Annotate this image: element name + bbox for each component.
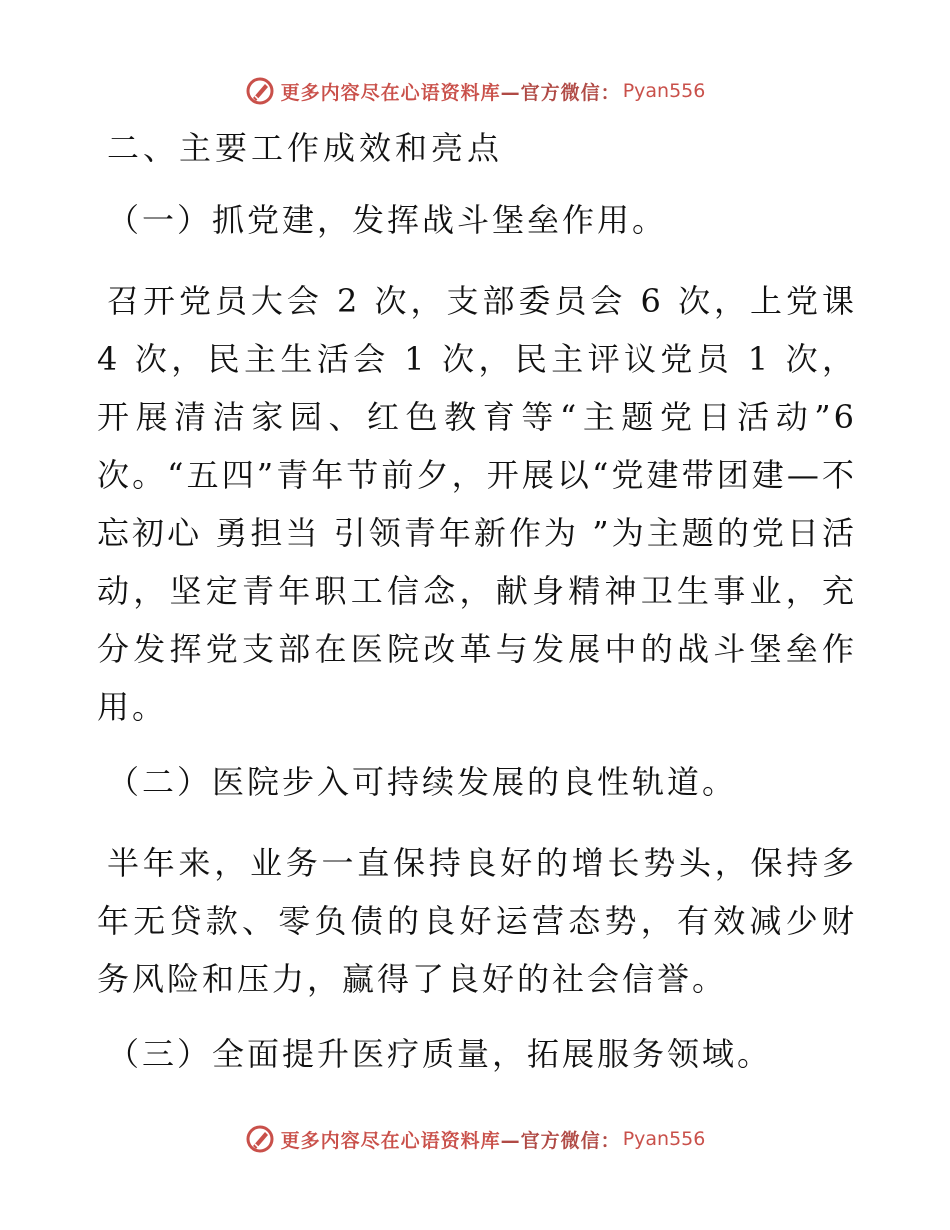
watermark-separator: —官方微信： [500,1129,621,1152]
section-heading: 二、主要工作成效和亮点 [107,129,504,167]
watermark-brand: 更多内容尽在心语资料库 [280,81,501,104]
footer-watermark [0,1124,950,1154]
section-2-title: （二）医院步入可持续发展的良性轨道。 [107,763,738,801]
watermark-wechat-id: Pyan556 [622,1128,706,1150]
watermark-wechat-id: Pyan556 [622,80,706,102]
section-3-title: （三）全面提升医疗质量，拓展服务领域。 [107,1035,773,1073]
watermark-separator: —官方微信： [500,81,621,104]
section-1-title: （一）抓党建，发挥战斗堡垒作用。 [107,201,668,239]
pen-circle-logo-icon [245,76,275,106]
pen-circle-logo-icon [245,1124,275,1154]
section-1-body: 召开党员大会 2 次，支部委员会 6 次，上党课 4 次，民主生活会 1 次，民主评议党员 1 次，开展清洁家园、红色教育等“主题党日活动”6 次。“五四”青年节前夕，开展以“党建带团建—不忘初心 勇担当 引领青年新作为 ”为主题的党日活动，坚定青年职工信念，献身精神卫生事业，充分发挥党支部在医院改革与发展中的战斗堡垒作用。 [97,282,857,726]
section-2-body: 半年来，业务一直保持良好的增长势头，保持多年无贷款、零负债的良好运营态势，有效减少财务风险和压力，赢得了良好的社会信誉。 [97,844,857,998]
watermark-brand: 更多内容尽在心语资料库 [280,1129,501,1152]
document-body [97,126,857,1076]
header-watermark [0,76,950,106]
